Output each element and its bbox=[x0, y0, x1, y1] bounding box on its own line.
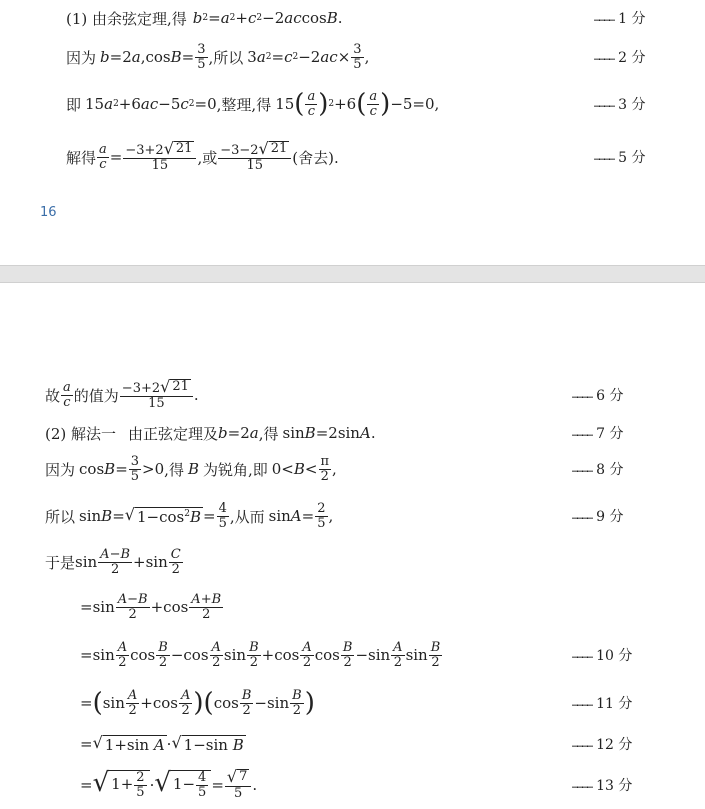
math-formula: = ( sin $\frac{A}{2}$ +cos $\frac{A}{2}$ ) ( cos $\frac{B}{2}$ −sin $\frac{B}{2}$ ) bbox=[80, 687, 315, 718]
line-content: 所以 sin B = √ $1-\cos^2B$ = $\frac{4}{5}$ ,从而 sin A = $\frac{2}{5}$ , bbox=[45, 500, 334, 531]
line-2-3 bbox=[0, 451, 705, 487]
math-formula: 15 ( $\frac{a}{c}$ ) 2 +6 ( $\frac{a}{c}$ ) −5=0, bbox=[275, 88, 440, 119]
math-formula: b =2 a bbox=[218, 424, 259, 442]
line-2-1 bbox=[0, 378, 705, 412]
line-1-2 bbox=[0, 38, 705, 76]
math-formula: 15 a 2 +6 ac −5 c 2 =0 bbox=[85, 95, 217, 113]
line-content bbox=[80, 683, 315, 723]
page-2 bbox=[0, 283, 705, 809]
score-label: ………… 13 分 bbox=[572, 778, 633, 794]
line-content: 因为 b =2 a ,cos B = $\frac{3}{5}$ ,所以 3 a 2 = c 2 −2 ac × $\frac{3}{5}$ , bbox=[66, 41, 370, 72]
math-formula: = √ 1+ $\frac{2}{5}$ · √ 1− $\frac{4}{5}$ = √ 7 5 . bbox=[80, 767, 258, 801]
page-separator bbox=[0, 265, 705, 283]
math-formula: sin B =2sin A . bbox=[282, 424, 376, 442]
page-number: 16 bbox=[40, 205, 57, 220]
line-content bbox=[80, 765, 257, 805]
line-2-10 bbox=[0, 765, 705, 805]
line-content: 即 15 a 2 +6 ac −5 c 2 =0 ,整理,得 15 ( $\frac{a}{c}$ ) 2 +6 ( $\frac{a}{c}$ ) −5=0, bbox=[66, 88, 440, 119]
score-label: ………… 2 分 bbox=[594, 50, 646, 66]
line-content: (2) 解法一 由正弦定理及 b =2 a ,得 sin B =2sin A . bbox=[45, 424, 376, 443]
line-1-4 bbox=[0, 136, 705, 178]
line-content bbox=[80, 588, 224, 626]
line-2-4 bbox=[0, 497, 705, 535]
math-formula: =sin $\frac{A}{2}$ cos $\frac{B}{2}$ −cos $\frac{A}{2}$ sin $\frac{B}{2}$ +cos $\frac{A}{2}$ cos $\frac{B}{2}$ −sin $\frac{A}{2}$ sin $\frac{B}{2}$ bbox=[80, 639, 441, 670]
score-label: ………… 6 分 bbox=[572, 388, 624, 404]
math-formula: =sin $\frac{A-B}{2}$ +cos $\frac{A+B}{2}$ bbox=[80, 591, 222, 622]
line-content: 故 $\frac{a}{c}$ 的值为 −3+2 √ 21 15 . bbox=[45, 377, 199, 411]
math-formula: cos B = $\frac{3}{5}$ >0 bbox=[79, 453, 165, 484]
math-formula: $\frac{a}{c}$ = −3+2 √ 21 15 bbox=[96, 141, 197, 172]
score-label: ………… 11 分 bbox=[572, 696, 633, 712]
math-formula: −3−2 √ 21 15 bbox=[217, 141, 292, 172]
line-2-2 bbox=[0, 421, 705, 445]
line-content: 因为 cos B = $\frac{3}{5}$ >0 ,得 B 为锐角,即 0< B < $\frac{\pi}{2}$ , bbox=[45, 453, 337, 484]
line-2-8 bbox=[0, 683, 705, 723]
score-label: ………… 5 分 bbox=[594, 150, 646, 166]
math-formula: sin B = √ $1-\cos^2B$ = $\frac{4}{5}$ bbox=[79, 500, 227, 531]
page-1 bbox=[0, 0, 705, 265]
line-content: (1) 由余弦定理,得 b 2 = a 2 + c 2 −2 ac cos B . bbox=[66, 9, 343, 28]
line-content bbox=[80, 635, 443, 675]
line-2-7 bbox=[0, 635, 705, 675]
math-formula: $\frac{a}{c}$ bbox=[63, 379, 71, 410]
score-label: ………… 7 分 bbox=[572, 426, 624, 442]
line-2-9 bbox=[0, 731, 705, 757]
line-1-1 bbox=[0, 6, 705, 30]
score-label: ………… 3 分 bbox=[594, 97, 646, 113]
math-formula: 3 a 2 = c 2 −2 ac × $\frac{3}{5}$ , bbox=[247, 41, 370, 72]
line-2-5 bbox=[0, 543, 705, 581]
math-formula: = √ 1+sin A · √ 1−sin B bbox=[80, 732, 244, 754]
math-formula: −3+2 √ 21 15 . bbox=[121, 377, 199, 411]
math-formula: b 2 = a 2 + c 2 −2 ac cos B . bbox=[192, 9, 343, 27]
math-formula: b =2 a ,cos B = $\frac{3}{5}$ bbox=[100, 41, 206, 72]
math-formula: 0< B < $\frac{\pi}{2}$ , bbox=[271, 453, 337, 484]
math-formula: sin A = $\frac{2}{5}$ , bbox=[268, 500, 334, 531]
score-label: ………… 10 分 bbox=[572, 648, 633, 664]
score-label: ………… 1 分 bbox=[594, 11, 646, 27]
score-label: ………… 8 分 bbox=[572, 462, 624, 478]
score-label: ………… 12 分 bbox=[572, 737, 633, 753]
line-1-3 bbox=[0, 84, 705, 124]
line-content: 解得 $\frac{a}{c}$ = −3+2 √ 21 15 ,或 −3−2 √ 21 15 (舍去). bbox=[66, 139, 339, 173]
score-label: ………… 9 分 bbox=[572, 509, 624, 525]
math-formula: sin $\frac{A-B}{2}$ +sin $\frac{C}{2}$ bbox=[75, 546, 181, 577]
line-content bbox=[80, 731, 246, 757]
line-2-6 bbox=[0, 588, 705, 626]
line-content: 于是 sin $\frac{A-B}{2}$ +sin $\frac{C}{2}$ bbox=[45, 543, 184, 581]
math-formula: B bbox=[187, 460, 199, 478]
